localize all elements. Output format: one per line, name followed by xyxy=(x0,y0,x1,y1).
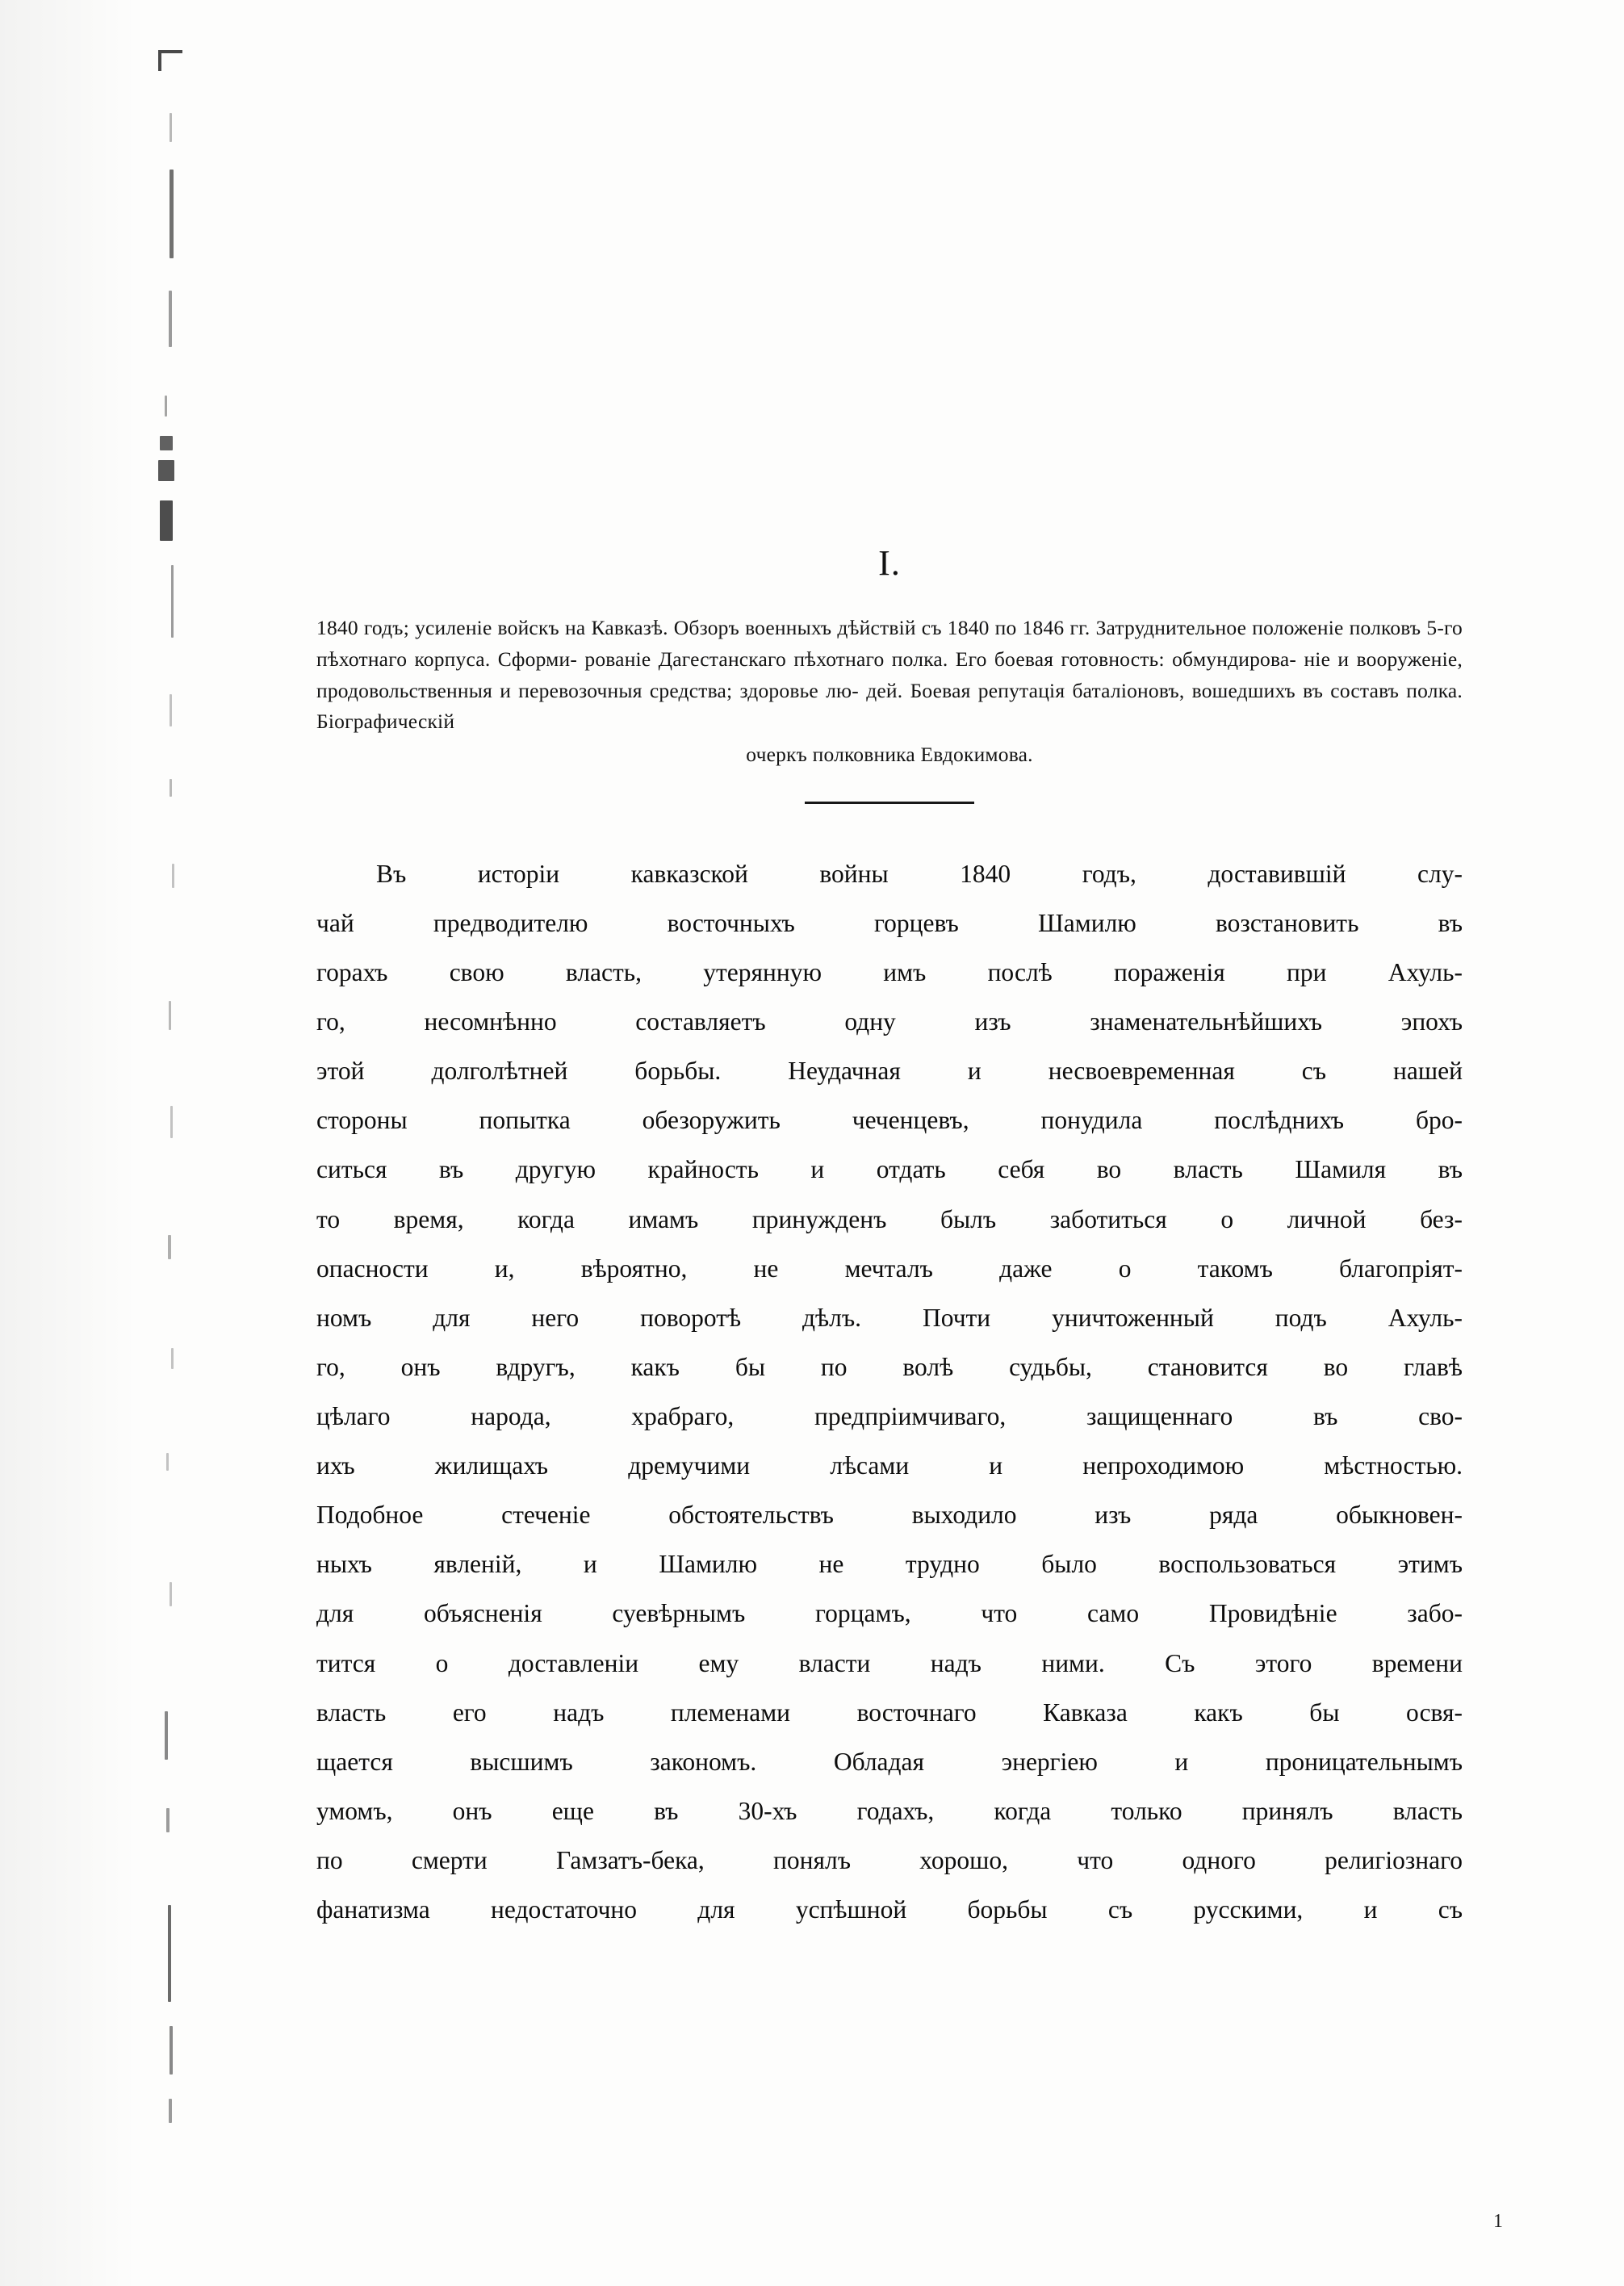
text-column xyxy=(316,0,1463,1934)
chapter-number: I. xyxy=(878,543,901,583)
body-line: Въ исторіи кавказской войны 1840 годъ, доставившій слу- xyxy=(376,859,1463,888)
body-line: го, несомнѣнно составляетъ одну изъ знаменательнѣйшихъ эпохъ xyxy=(316,1007,1463,1036)
body-line: власть его надъ племенами восточнаго Кавказа какъ бы освя- xyxy=(316,1698,1463,1727)
body-line: этой долголѣтней борьбы. Неудачная и несвоевременная съ нашей xyxy=(316,1057,1463,1086)
binding-speckle-marks xyxy=(158,48,186,2188)
section-divider xyxy=(805,802,974,804)
body-line: ситься въ другую крайность и отдать себя во власть Шамиля въ xyxy=(316,1155,1463,1184)
body-line: ихъ жилищахъ дремучими лѣсами и непроходимою мѣстностью. xyxy=(316,1451,1463,1480)
gutter-shadow xyxy=(0,0,137,2286)
body-line: щается высшимъ закономъ. Обладая энергіею и проницательнымъ xyxy=(316,1747,1463,1776)
body-line: фанатизма недостаточно для успѣшной борьбы съ русскими, и съ xyxy=(316,1895,1463,1924)
chapter-synopsis xyxy=(316,613,1463,771)
body-line: по смерти Гамзатъ-бека, понялъ хорошо, что одного религіознаго xyxy=(316,1845,1463,1874)
body-line: то время, когда имамъ принужденъ былъ заботиться о личной без- xyxy=(316,1204,1463,1233)
body-line: горахъ свою власть, утерянную имъ послѣ пораженія при Ахуль- xyxy=(316,957,1463,986)
page-corner-mark xyxy=(158,50,182,71)
body-line: опасности и, вѣроятно, не мечталъ даже о такомъ благопріят- xyxy=(316,1254,1463,1283)
synopsis-line: 1840 годъ; усиленіе войскъ на Кавказѣ. Обзоръ военныхъ дѣйствій съ 1840 по xyxy=(316,616,1017,639)
body-line: Подобное стеченіе обстоятельствъ выходило изъ ряда обыкновен- xyxy=(316,1501,1463,1530)
page-number: 1 xyxy=(1493,2211,1503,2232)
body-line: чай предводителю восточныхъ горцевъ Шамилю возстановить въ xyxy=(316,908,1463,937)
body-line: тится о доставленіи ему власти надъ ними. Съ этого времени xyxy=(316,1648,1463,1677)
synopsis-line: ніе и вооруженіе, продовольственныя и перевозочныя средства; здоровье лю- xyxy=(316,647,1463,702)
body-line: цѣлаго народа, храбраго, предпріимчиваго, защищеннаго въ сво- xyxy=(316,1401,1463,1430)
body-line: ныхъ явленій, и Шамилю не трудно было воспользоваться этимъ xyxy=(316,1550,1463,1579)
synopsis-last-line: очеркъ полковника Евдокимова. xyxy=(746,743,1033,766)
body-line: для объясненія суевѣрнымъ горцамъ, что само Провидѣніе забо- xyxy=(316,1599,1463,1628)
synopsis-line: дей. Боевая репутація баталіоновъ, вошедшихъ въ составъ полка. Біографическій xyxy=(316,678,1463,734)
body-line: номъ для него поворотѣ дѣлъ. Почти уничтоженный подъ Ахуль- xyxy=(316,1303,1463,1332)
synopsis-line: рованіе Дагестанскаго пѣхотнаго полка. Его боевая готовность: обмундирова- xyxy=(584,647,1297,671)
synopsis-line: 1846 гг. Затруднительное положеніе полковъ 5-го пѣхотнаго корпуса. Сформи- xyxy=(316,616,1463,671)
body-line: умомъ, онъ еще въ 30-хъ годахъ, когда только принялъ власть xyxy=(316,1796,1463,1825)
body-line: стороны попытка обезоружить чеченцевъ, понудила послѣднихъ бро- xyxy=(316,1106,1463,1135)
body-text xyxy=(316,849,1463,1934)
body-line: го, онъ вдругъ, какъ бы по волѣ судьбы, становится во главѣ xyxy=(316,1352,1463,1381)
